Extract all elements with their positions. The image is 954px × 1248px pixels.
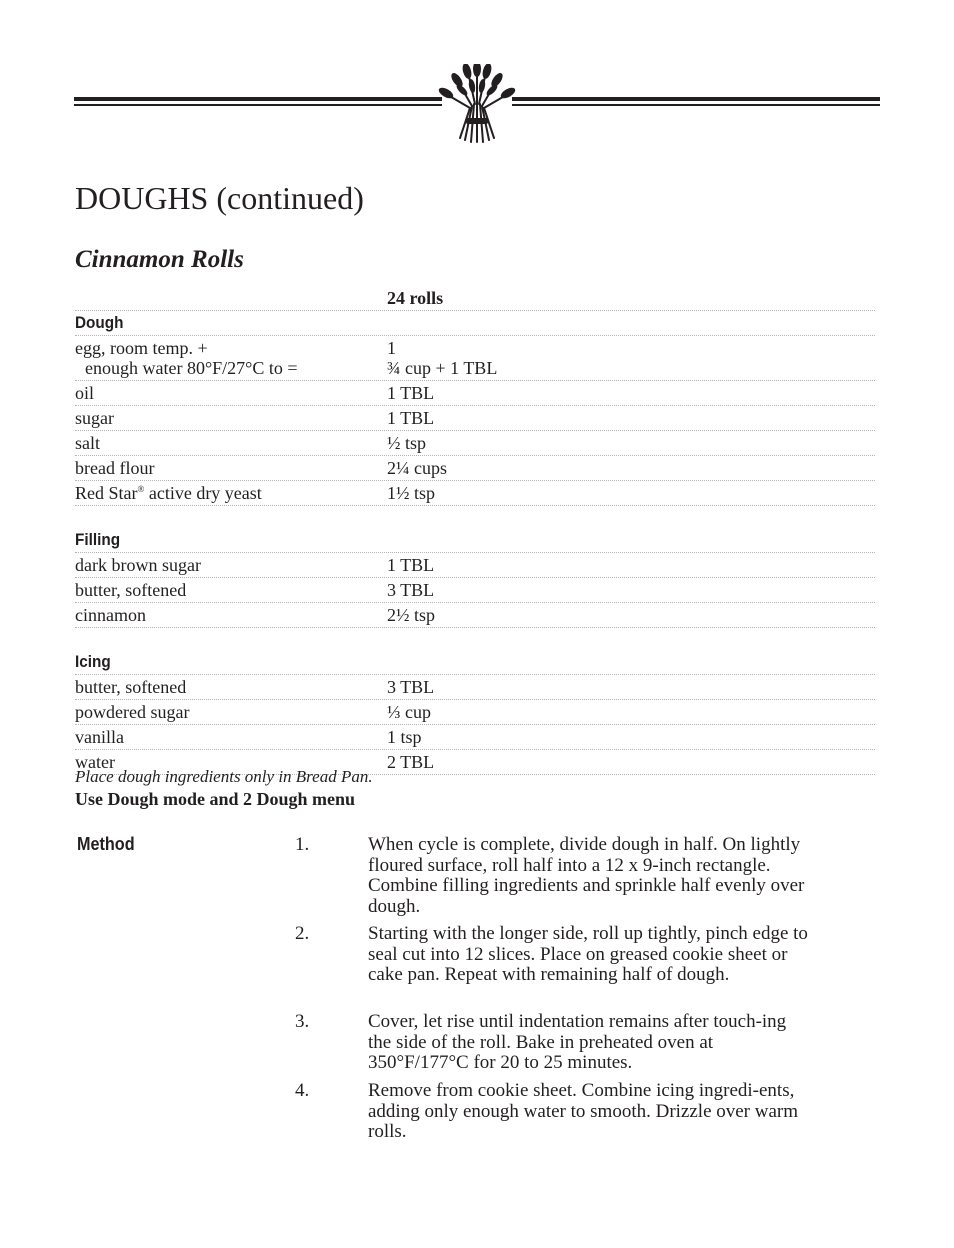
note-place-ingredients: Place dough ingredients only in Bread Pan. bbox=[75, 767, 373, 786]
ingredient-row bbox=[75, 431, 875, 456]
ingredient-row bbox=[75, 675, 875, 700]
ingredient-quantity: 1 tsp bbox=[387, 727, 422, 747]
recipe-title: Cinnamon Rolls bbox=[75, 246, 244, 273]
ingredient-row bbox=[75, 725, 875, 750]
ingredient-quantity: 1 ¾ cup + 1 TBL bbox=[387, 338, 498, 378]
ingredient-quantity: ⅓ cup bbox=[387, 702, 431, 722]
ingredient-quantity: 3 TBL bbox=[387, 580, 435, 600]
ingredient-row bbox=[75, 406, 875, 431]
method-step-text: Cover, let rise until indentation remains after touch-ing the side of the roll. Bake in preheated oven at 350°F/177°C for 20 to 25 minutes. bbox=[368, 1011, 787, 1073]
page-title: DOUGHS (continued) bbox=[75, 180, 364, 216]
section-heading-filling: Filling bbox=[75, 530, 121, 549]
ingredient-quantity: 1 TBL bbox=[387, 408, 435, 428]
section-heading-row bbox=[75, 650, 875, 675]
header-rule-left-thick bbox=[74, 97, 442, 101]
header-rule-left-thin bbox=[74, 104, 442, 106]
method-step-number: 1. bbox=[295, 834, 310, 855]
registered-mark: ® bbox=[137, 484, 145, 494]
section-heading-row bbox=[75, 311, 875, 336]
ingredient-name: bread flour bbox=[75, 458, 155, 478]
ingredient-row bbox=[75, 700, 875, 725]
method-label: Method bbox=[77, 834, 135, 854]
ingredient-quantity: 1 TBL bbox=[387, 555, 435, 575]
ingredient-row bbox=[75, 603, 875, 628]
ingredient-quantity: 2 TBL bbox=[387, 752, 435, 772]
ingredient-row bbox=[75, 481, 875, 506]
ingredient-name: dark brown sugar bbox=[75, 555, 201, 575]
ingredient-quantity: 2½ tsp bbox=[387, 605, 436, 625]
method-step-text: Starting with the longer side, roll up tightly, pinch edge to seal cut into 12 slices. Place on greased cookie sheet or cake pan. Repeat with remaining half of dough. bbox=[368, 923, 808, 985]
ingredient-row bbox=[75, 456, 875, 481]
ingredient-quantity: 2¼ cups bbox=[387, 458, 447, 478]
ingredient-quantity: ½ tsp bbox=[387, 433, 427, 453]
ingredient-row bbox=[75, 336, 875, 381]
wheat-sheaf-icon bbox=[438, 64, 516, 146]
header-rule-right-thick bbox=[512, 97, 880, 101]
ingredient-name: butter, softened bbox=[75, 677, 187, 697]
ingredient-name: butter, softened bbox=[75, 580, 187, 600]
ingredient-row bbox=[75, 578, 875, 603]
ingredient-name: vanilla bbox=[75, 727, 124, 747]
ingredient-name: cinnamon bbox=[75, 605, 146, 625]
section-heading-icing: Icing bbox=[75, 652, 111, 671]
yield-label: 24 rolls bbox=[387, 288, 444, 308]
ingredient-name: salt bbox=[75, 433, 100, 453]
note-dough-mode: Use Dough mode and 2 Dough menu bbox=[75, 789, 356, 809]
ingredient-quantity: 1½ tsp bbox=[387, 483, 436, 503]
ingredient-row bbox=[75, 553, 875, 578]
yield-row bbox=[75, 286, 875, 311]
section-heading-dough: Dough bbox=[75, 313, 124, 332]
method-step-number: 2. bbox=[295, 923, 310, 944]
method-step-text: Remove from cookie sheet. Combine icing ingredi-ents, adding only enough water to smooth. Drizzle over warm rolls. bbox=[368, 1080, 799, 1142]
ingredient-quantity: 3 TBL bbox=[387, 677, 435, 697]
ingredient-name: oil bbox=[75, 383, 95, 403]
ingredient-row bbox=[75, 381, 875, 406]
method-step-text: When cycle is complete, divide dough in half. On lightly floured surface, roll half into a 12 x 9-inch rectangle. Combine filling ingredients and sprinkle half evenly over dough. bbox=[368, 834, 805, 917]
ingredient-name: Red Star® active dry yeast bbox=[75, 483, 262, 503]
ingredient-name: sugar bbox=[75, 408, 114, 428]
ingredient-name: powdered sugar bbox=[75, 702, 190, 722]
method-step-number: 4. bbox=[295, 1080, 310, 1101]
method-step-number: 3. bbox=[295, 1011, 310, 1032]
ingredient-name: egg, room temp. + bbox=[75, 338, 208, 358]
section-heading-row bbox=[75, 528, 875, 553]
ingredient-name: water bbox=[75, 752, 115, 772]
header-rule-right-thin bbox=[512, 104, 880, 106]
ingredient-quantity: 1 TBL bbox=[387, 383, 435, 403]
ingredient-name-continued: enough water 80°F/27°C to = bbox=[85, 358, 298, 378]
ingredients-table bbox=[75, 286, 875, 775]
